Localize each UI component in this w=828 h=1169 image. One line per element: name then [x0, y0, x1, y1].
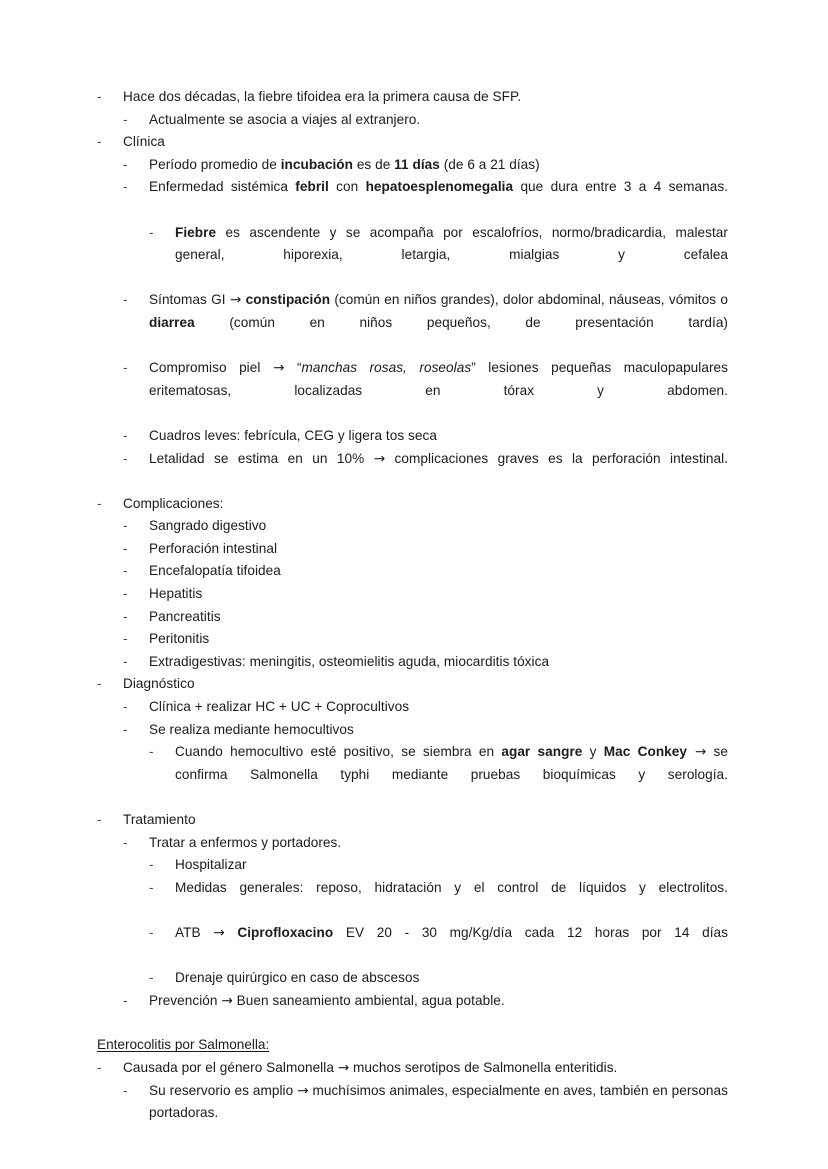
section-label: Diagnóstico [123, 676, 195, 692]
bullet-dash: - [149, 744, 154, 760]
bullet-dash: - [123, 156, 128, 172]
bullet-dash: - [149, 924, 154, 940]
arrow-glyph: → [272, 360, 285, 377]
tratamiento-sublist [149, 854, 728, 990]
list-item-text: Sangrado digestivo [149, 518, 267, 534]
list-item [97, 1057, 728, 1147]
list-item-text: Causada por el género Salmonella → muchos serotipos de Salmonella enteritidis. [123, 1059, 618, 1076]
list-item [123, 606, 728, 629]
list-item-text: Prevención → Buen saneamiento ambiental, agua potable. [149, 992, 505, 1009]
bullet-dash: - [123, 586, 128, 602]
bullet-dash: - [123, 540, 128, 556]
bullet-dash: - [149, 970, 154, 986]
bullet-dash: - [123, 608, 128, 624]
list-item-text: Hospitalizar [175, 857, 247, 873]
arrow-glyph: → [221, 992, 233, 1009]
arrow-glyph: → [373, 450, 386, 467]
bullet-dash: - [123, 653, 128, 669]
bullet-dash: - [97, 89, 102, 104]
list-item-text: Enfermedad sistémica febril con hepatoesplenomegalia que dura entre 3 a 4 semanas. [149, 179, 728, 195]
arrow-glyph: → [687, 744, 707, 761]
bullet-dash: - [123, 518, 128, 534]
section-label: Tratamiento [123, 812, 196, 827]
list-item [123, 538, 728, 561]
bullet-dash: - [97, 495, 102, 511]
list-item-text: Se realiza mediante hemocultivos [149, 721, 354, 737]
bullet-dash: - [123, 631, 128, 647]
list-item-text: Drenaje quirúrgico en caso de abscesos [175, 970, 420, 986]
arrow-glyph: → [229, 292, 242, 309]
intro-sublist [123, 109, 728, 132]
bullet-dash: - [97, 1059, 102, 1075]
list-item-text: Actualmente se asocia a viajes al extranjero. [149, 111, 421, 127]
intro-list [97, 86, 728, 131]
list-item [123, 448, 728, 493]
bullet-dash: - [97, 812, 102, 827]
list-item [123, 583, 728, 606]
bullet-dash: - [149, 857, 154, 873]
enterocolitis-list [97, 1057, 728, 1147]
section-tratamiento [97, 809, 728, 1012]
list-item-text: Clínica + realizar HC + UC + Coprocultivos [149, 699, 410, 715]
bullet-dash: - [123, 834, 128, 850]
bullet-dash: - [123, 563, 128, 579]
list-item [149, 854, 728, 877]
list-item [149, 967, 728, 990]
section-label: Complicaciones: [123, 495, 224, 511]
list-item-text: Tratar a enfermos y portadores. [149, 834, 342, 850]
arrow-glyph: → [337, 1059, 350, 1076]
list-item [123, 1080, 728, 1148]
bullet-dash: - [123, 427, 128, 443]
bullet-dash: - [123, 292, 128, 308]
list-item-text: Su reservorio es amplio → muchísimos animales, especialmente en aves, también en personas portadoras. [149, 1082, 728, 1121]
list-item-text: Cuadros leves: febrícula, CEG y ligera tos seca [149, 427, 437, 443]
bullet-dash: - [123, 450, 128, 466]
list-item-text: Extradigestivas: meningitis, osteomielitis aguda, miocarditis tóxica [149, 653, 550, 669]
list-item-text: Hepatitis [149, 586, 203, 602]
list-item [123, 628, 728, 651]
list-item [123, 109, 728, 132]
list-item-text: Síntomas GI → constipación (común en niños grandes), dolor abdominal, náuseas, vómitos o diarrea (común en niños pequeños, de presentación tardía) [149, 292, 728, 330]
list-item-text: Letalidad se estima en un 10% → complicaciones graves es la perforación intestinal. [149, 450, 729, 467]
tratamiento-section [97, 809, 728, 1012]
bullet-dash: - [123, 992, 128, 1008]
complicaciones-section [97, 493, 728, 674]
bullet-dash: - [123, 179, 128, 195]
bullet-dash: - [123, 721, 128, 737]
enterocolitis-sublist [123, 1080, 728, 1148]
list-item-text: Perforación intestinal [149, 540, 278, 556]
clinica-list [123, 154, 728, 493]
bullet-dash: - [97, 676, 102, 692]
bullet-dash: - [123, 111, 128, 127]
section-clinica [97, 131, 728, 493]
enterocolitis-heading: Enterocolitis por Salmonella: [97, 1037, 270, 1053]
notes-body [97, 86, 728, 1147]
list-item-text: Peritonitis [149, 631, 210, 647]
bullet-dash: - [149, 879, 154, 895]
arrow-glyph: → [213, 924, 225, 941]
bullet-dash: - [123, 360, 128, 376]
list-item [123, 651, 728, 674]
list-item-text: Fiebre es ascendente y se acompaña por escalofríos, normo/bradicardia, malestar general, hiporexia, letargia, mialgias y cefalea [175, 224, 728, 263]
list-item [149, 222, 728, 290]
bullet-dash: - [123, 699, 128, 715]
enterocolitis-section [97, 1034, 728, 1147]
list-item [149, 877, 728, 922]
bullet-dash: - [149, 224, 154, 240]
list-item-text: Medidas generales: reposo, hidratación y el control de líquidos y electrolitos. [175, 879, 728, 895]
list-item-text: Compromiso piel → “manchas rosas, roseolas” lesiones pequeñas maculopapulares eritematosas, localizadas en tórax y abdomen. [149, 360, 728, 398]
fiebre-sublist [149, 222, 728, 290]
bullet-dash: - [123, 1082, 128, 1098]
list-item [149, 922, 728, 967]
section-complicaciones [97, 493, 728, 674]
section-diagnostico [97, 673, 728, 809]
section-spacer [97, 1012, 728, 1034]
list-item-text: Pancreatitis [149, 608, 221, 624]
list-item [123, 289, 728, 357]
list-item-text: Hace dos décadas, la fiebre tifoidea era la primera causa de SFP. [123, 89, 522, 104]
arrow-glyph: → [297, 1082, 309, 1099]
list-item-text: Encefalopatía tifoidea [149, 563, 281, 579]
list-item-text: Cuando hemocultivo esté positivo, se siembra en agar sangre y Mac Conkey → se confirma Salmonella typhi mediante pruebas bioquímicas y serología. [175, 744, 728, 782]
section-label: Clínica [123, 134, 165, 150]
list-item-text: ATB → Ciprofloxacino EV 20 - 30 mg/Kg/día cada 12 horas por 14 días [175, 924, 729, 941]
list-item [123, 425, 728, 448]
list-item [123, 154, 728, 177]
list-item [123, 515, 728, 538]
list-item [123, 990, 728, 1013]
list-item [123, 357, 728, 425]
list-item [149, 741, 728, 809]
list-item [123, 832, 728, 990]
complicaciones-list [123, 515, 728, 673]
bullet-dash: - [97, 134, 102, 150]
list-item [123, 696, 728, 719]
list-item [123, 176, 728, 289]
list-item [97, 86, 728, 131]
diagnostico-section [97, 673, 728, 809]
list-item-text: Período promedio de incubación es de 11 días (de 6 a 21 días) [149, 156, 540, 172]
list-item [123, 719, 728, 809]
diagnostico-list [123, 696, 728, 809]
list-item [123, 560, 728, 583]
tratamiento-list [123, 832, 728, 1013]
hemocultivo-sublist [149, 741, 728, 809]
clinica-section [97, 131, 728, 493]
